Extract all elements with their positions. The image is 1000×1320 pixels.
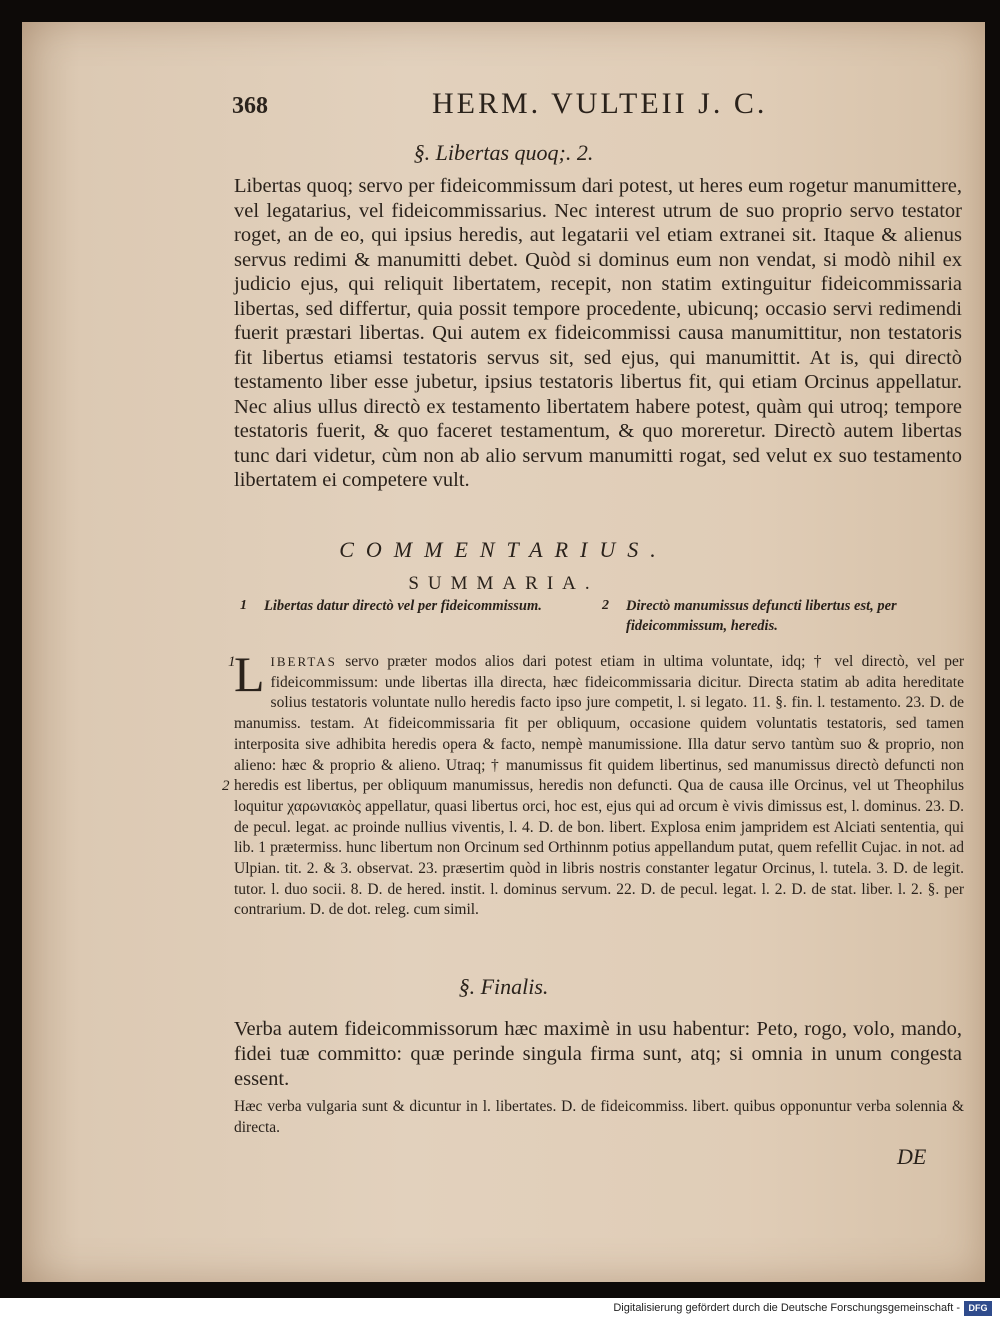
footer-credit: Digitalisierung gefördert durch die Deutsche Forschungsgemeinschaft - [613, 1302, 960, 1314]
margin-note: 1 [228, 654, 236, 670]
summaria-title: SUMMARIA. [408, 573, 599, 594]
running-title: HERM. VULTEII J. C. [432, 87, 768, 120]
finalis-text: Verba autem fideicommissorum hæc maximè in usu habentur: Peto, rogo, volo, mando, fidei tuæ committo: quæ perinde singula firma sunt, atq; si omnia in unum congesta essent. [234, 1018, 962, 1090]
footer-bar [0, 1298, 1000, 1320]
book-page [22, 22, 985, 1282]
dropcap-initial: L [234, 646, 265, 702]
summary-number: 1 [240, 598, 247, 613]
catchword: DE [897, 1144, 927, 1169]
dfg-logo: DFG [964, 1301, 992, 1316]
finalis-heading: §. Finalis. [458, 974, 549, 999]
commentary-body: servo præter modos alios dari potest etiam in ultima voluntate, idq; † vel directò, vel per fideicommissum: unde libertas illa directa, hæc fideicommissaria dicitur. Directa statim ab adita hereditate solius testatoris voluntate nullo heredis facto ipso jure competit, l. si legato. 11. §. fin. l. testamento. 23. D. de manumiss. testam. At fideicommissaria fit per obliquum, occasione quidem voluntatis testatoris, sed tamen interposita sive adhibita heredis opera & facto, nempè manumissione. Illa datur servo tantùm suo & proprio, non alieno: hæc & proprio & alieno. Utraq; † manumissus fit quidem libertinus, sed manumissus directò defuncti non heredis est libertus, per obliquum manumissus, heredis non defuncti. Qua de causa ille Orcinus, vel ut Theophilus loquitur χαρωνιακὸς appellatur, quasi libertus orci, hoc est, ejus qui ad orcum è vivis dimissus est, l. dominus. 23. D. de pecul. legat. ac proinde nullius viventis, l. 4. D. de bon. libert. Explosa enim jampridem est Alciati sententia, qui lib. 1 prætermiss. hunc libertum non Orcinum sed Orthinnm potius appellandum putat, quem refellit Cujac. in not. ad Ulpian. tit. 2. & 3. observat. 23. præsertim quòd in libris nostris constanter legatur Orcinus, l. tutela. 3. D. de legit. tutor. l. duo socii. 8. D. de hered. instit. l. dominus servum. 22. D. de pecul. legat. l. 2. D. de stat. liber. l. 2. §. per contrarium. D. de dot. releg. cum simil. [234, 653, 965, 919]
page-header [232, 87, 792, 127]
commentary-text [234, 646, 965, 921]
summary-item: Directò manumissus defuncti libertus est, per fideicommissum, heredis. [626, 598, 897, 634]
finalis-note: Hæc verba vulgaria sunt & dicuntur in l. libertates. D. de fideicommiss. libert. quibus opponuntur verba solennia & directa. [234, 1098, 964, 1136]
page-number: 368 [232, 93, 268, 119]
commentary-title: COMMENTARIUS. [339, 537, 668, 562]
section-text: Libertas quoq; servo per fideicommissum dari potest, ut heres eum rogetur manumittere, vel legatarius, vel fideicommissarius. Nec interest utrum de suo proprio servo testator roget, an de eo, qui ipsius heredis, aut legatarii vel etiam extranei sit. Itaque & alienus servus redimi & manumitti debet. Quòd si dominus eum non vendat, si modò nihil ex judicio ejus, qui reliquit libertatem, recepit, non statim extinguitur fideicommissaria libertas, sed differtur, quia possit tempore procedente, ubicunq; occasio servi redimendi fuerit præstari libertas. Qui autem ex fideicommissi causa manumittitur, non testatoris fit libertus etiamsi testatoris servus sit, sed ejus, qui manumittit. At is, qui directò testamento liber esse jubetur, ipsius testatoris libertus fit, qui etiam Orcinus appellatur. Nec alius ullus directò ex testamento libertatem habere potest, quàm qui utroq; tempore testatoris fuerit, & quo faceret testamentum, & quo moreretur. Directò autem libertas tunc dari videtur, cùm non ab alio servum manumitti rogat, sed velut ex suo testamento libertatem ei competere vult. [234, 175, 962, 491]
margin-note: 2 [222, 778, 230, 794]
summary-item: Libertas datur directò vel per fideicommissum. [264, 598, 542, 614]
summary-number: 2 [602, 598, 609, 613]
opening-caps: IBERTAS [270, 654, 337, 669]
section-heading: §. Libertas quoq;. 2. [413, 140, 594, 165]
